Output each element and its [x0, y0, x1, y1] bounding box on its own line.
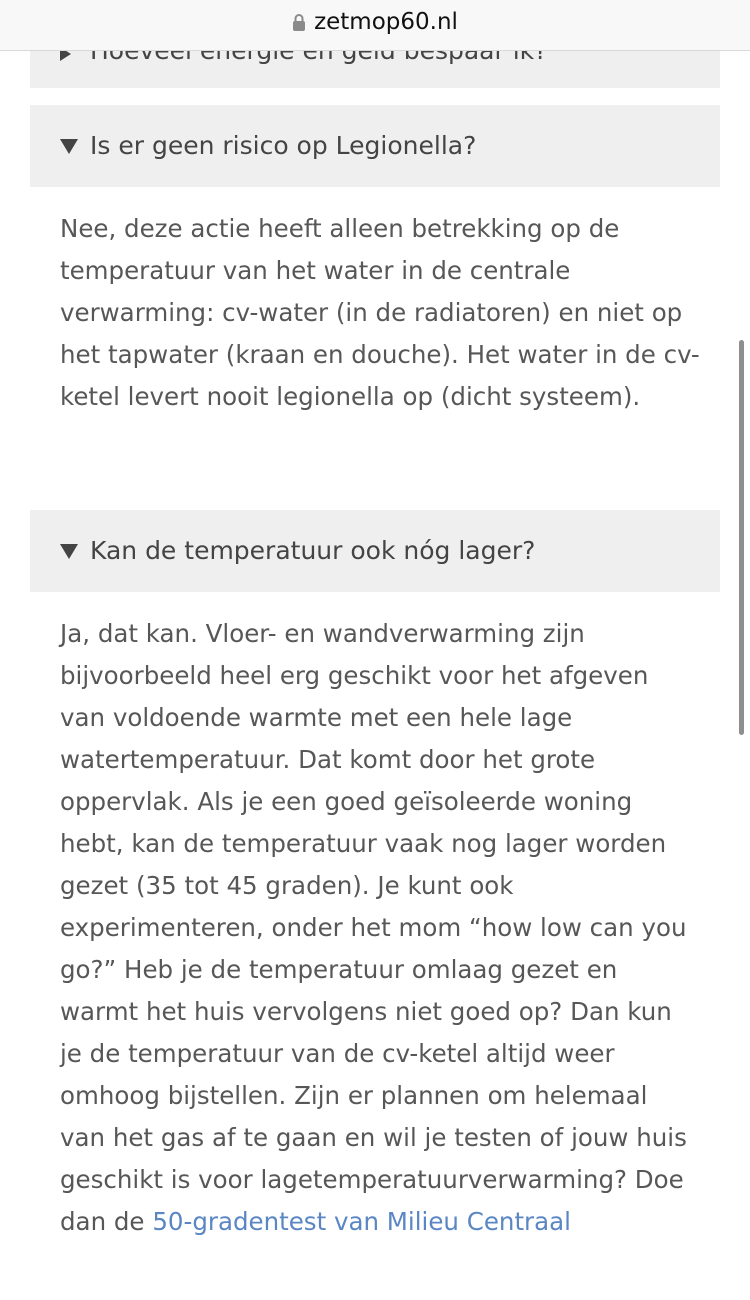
faq-question-legionella[interactable]: [30, 105, 720, 187]
scrollbar[interactable]: [739, 340, 744, 735]
browser-address-bar[interactable]: [0, 0, 750, 51]
faq-question-lower-temperature[interactable]: [30, 510, 720, 592]
faq-answer-text: Nee, deze actie heeft alleen betrekking op de temperatuur van het water in de centrale verwarming: cv-water (in de radiatoren) en niet op het tapwater (kraan en douche). Het water in de cv-ketel levert nooit legionella op (dicht systeem).: [60, 214, 700, 411]
triangle-down-icon: [60, 139, 78, 154]
faq-question-label: Kan de temperatuur ook nóg lager?: [90, 536, 536, 565]
lock-icon: [292, 13, 306, 31]
milieu-centraal-link[interactable]: 50-gradentest van Milieu Centraal: [152, 1207, 571, 1236]
faq-answer-legionella: [60, 208, 700, 418]
faq-answer-lower-temperature: [60, 613, 700, 1243]
url-text: zetmop60.nl: [314, 9, 458, 35]
faq-answer-text: Ja, dat kan. Vloer- en wandverwarming zijn bijvoorbeeld heel erg geschikt voor het afgeven van voldoende warmte met een hele lage watertemperatuur. Dat komt door het grote oppervlak. Als je een goed geïsoleerde woning hebt, kan de temperatuur vaak nog lager worden gezet (35 tot 45 graden). Je kunt ook experimenteren, onder het mom “how low can you go?” Heb je de temperatuur omlaag gezet en warmt het huis vervolgens niet goed op? Dan kun je de temperatuur van de cv-ketel altijd weer omhoog bijstellen. Zijn er plannen om helemaal van het gas af te gaan en wil je testen of jouw huis geschikt is voor lagetemperatuurverwarming? Doe dan de: [60, 619, 687, 1236]
faq-question-label: Is er geen risico op Legionella?: [90, 131, 477, 160]
triangle-down-icon: [60, 544, 78, 559]
